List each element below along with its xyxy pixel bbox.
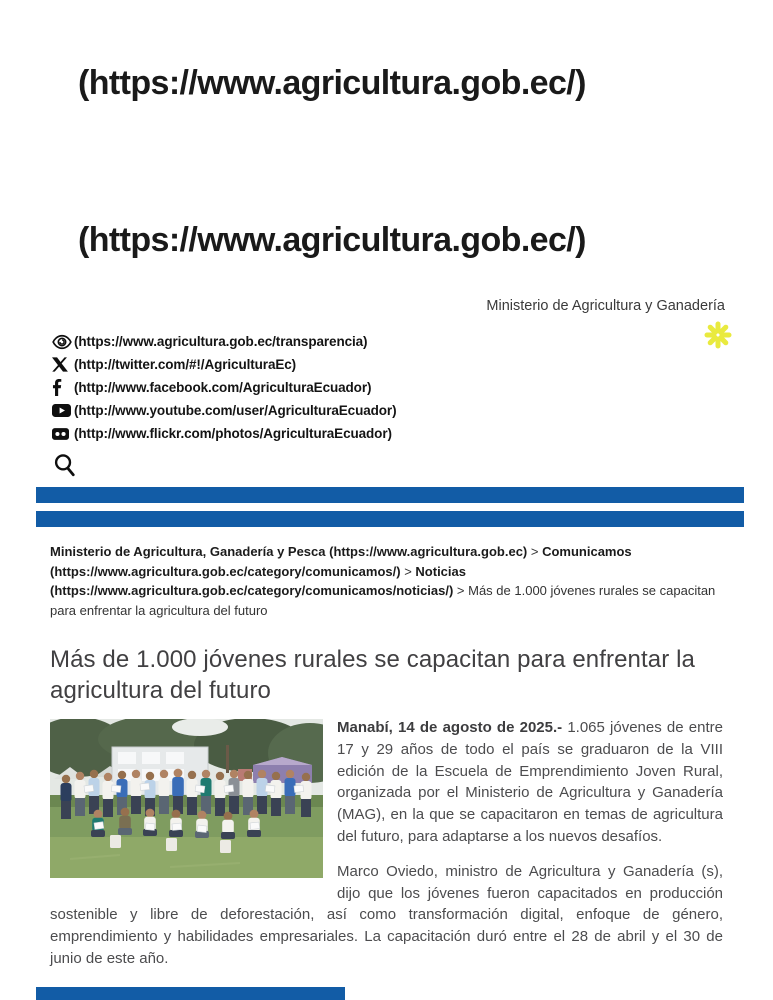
loading-asterisk-icon xyxy=(701,318,735,352)
social-links-list xyxy=(52,333,396,447)
youtube-icon xyxy=(52,404,74,417)
article-paragraph-1-text: 1.065 jóvenes de entre 17 y 29 años de todo el país se graduaron de la VIII edición de la Escuela de Emprendimiento Joven Rural, organizada por el Ministerio de Agricultura y Ganadería (MAG), en la que se capacitaron en temas de agricultura del futuro, para adaptarse a los nuevos desafíos. xyxy=(337,719,723,845)
flickr-link[interactable]: (http://www.flickr.com/photos/AgriculturaEcuador) xyxy=(74,426,392,441)
site-home-link-logo[interactable]: (https://www.agricultura.gob.ec/) xyxy=(78,221,586,259)
nav-bar-secondary[interactable] xyxy=(36,511,744,527)
transparency-link[interactable]: (https://www.agricultura.gob.ec/transparencia) xyxy=(74,334,368,349)
article-paragraph-2: Marco Oviedo, ministro de Agricultura y Ganadería (s), dijo que los jóvenes fueron capacitados en producción sostenible y libre de deforestación, así como transformación digital, enfoque de género, emprendimiento y habilidades empresariales. La capacitación duró entre el 28 de abril y el 30 de junio de este año. xyxy=(50,862,723,967)
flickr-icon xyxy=(52,428,74,440)
article-title: Más de 1.000 jóvenes rurales se capacitan para enfrentar la agricultura del futuro xyxy=(50,646,695,704)
youtube-link-row[interactable] xyxy=(52,402,396,419)
breadcrumb-current-page: > Más de 1.000 jóvenes rurales se capacitan para enfrentar la agricultura del futuro xyxy=(50,583,716,618)
youtube-link[interactable]: (http://www.youtube.com/user/AgriculturaEcuador) xyxy=(74,403,397,418)
eye-transparency-icon xyxy=(52,333,74,351)
facebook-link[interactable]: (http://www.facebook.com/AgriculturaEcuador) xyxy=(74,380,372,395)
breadcrumb xyxy=(50,542,718,620)
article-dateline: Manabí, 14 de agosto de 2025.- xyxy=(337,719,563,736)
breadcrumb-noticias-link[interactable]: Noticias (https://www.agricultura.gob.ec/category/comunicamos/noticias/) xyxy=(50,563,466,598)
site-home-link-top[interactable]: (https://www.agricultura.gob.ec/) xyxy=(78,64,586,102)
twitter-link[interactable]: (http://twitter.com/#!/AgriculturaEc) xyxy=(74,357,297,372)
facebook-link-row[interactable] xyxy=(52,379,396,396)
facebook-icon xyxy=(52,379,74,396)
ministry-name-label: Ministerio de Agricultura y Ganadería xyxy=(486,298,725,314)
article-body xyxy=(50,717,723,970)
breadcrumb-separator: > xyxy=(527,544,543,559)
article-photo xyxy=(50,719,323,878)
search-button[interactable] xyxy=(52,452,78,478)
footer-bar xyxy=(36,987,345,1000)
flickr-link-row[interactable] xyxy=(52,425,396,442)
nav-bar-primary[interactable] xyxy=(36,487,744,503)
x-twitter-icon xyxy=(52,357,74,372)
breadcrumb-comunicamos-link[interactable]: Comunicamos (https://www.agricultura.gob.ec/category/comunicamos/) xyxy=(50,544,632,579)
twitter-link-row[interactable] xyxy=(52,356,396,373)
breadcrumb-separator: > xyxy=(400,563,416,579)
breadcrumb-home-link[interactable]: Ministerio de Agricultura, Ganadería y Pesca (https://www.agricultura.gob.ec) xyxy=(50,544,528,559)
transparency-link-row[interactable] xyxy=(52,333,396,350)
